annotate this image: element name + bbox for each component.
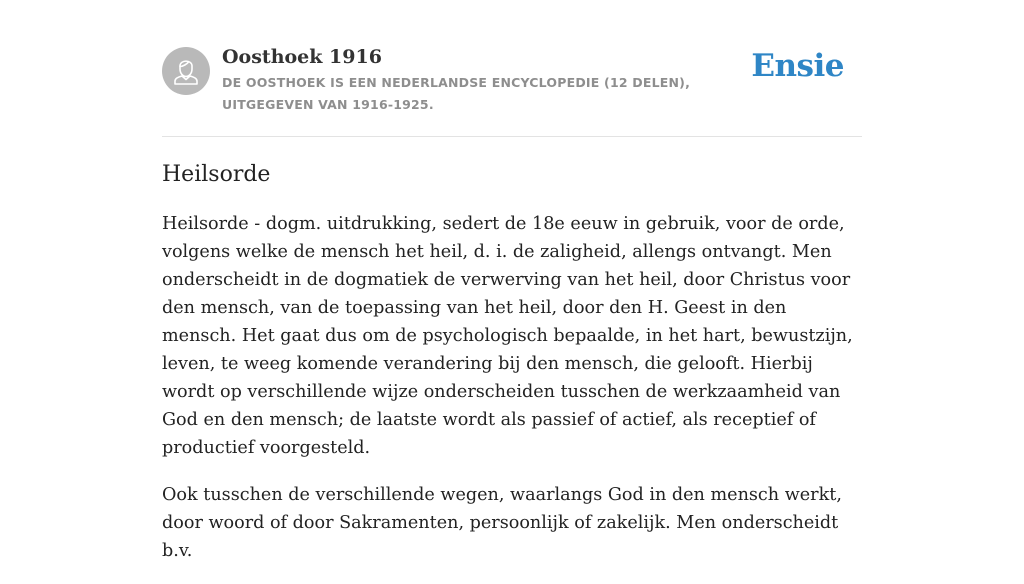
ensie-logo[interactable]: Ensie: [751, 48, 844, 84]
article: [162, 158, 862, 584]
source-title[interactable]: Oosthoek 1916: [222, 46, 382, 68]
user-icon: [162, 47, 210, 95]
article-title: Heilsorde: [162, 162, 271, 187]
article-paragraph: Ook tusschen de verschillende wegen, waarlangs God in den mensch werkt, door woord of door Sakramenten, persoonlijk of zakelijk. Men onderscheidt b.v.: [162, 485, 842, 561]
source-description: DE OOSTHOEK IS EEN NEDERLANDSE ENCYCLOPEDIE (12 DELEN), UITGEGEVEN VAN 1916-1925.: [222, 75, 691, 112]
source-header: [162, 44, 862, 137]
source-avatar[interactable]: [162, 47, 210, 95]
article-paragraph: Heilsorde - dogm. uitdrukking, sedert de 18e eeuw in gebruik, voor de orde, volgens welke de mensch het heil, d. i. de zaligheid, allengs ontvangt. Men onderscheidt in de dogmatiek de verwerving van het heil, door Christus voor den mensch, van de toepassing van het heil, door den H. Geest in den mensch. Het gaat dus om de psychologisch bepaalde, in het hart, bewustzijn, leven, te weeg komende verandering bij den mensch, die gelooft. Hierbij wordt op verschillende wijze onderscheiden tusschen de werkzaamheid van God en den mensch; de laatste wordt als passief of actief, als receptief of productief voorgesteld.: [162, 214, 853, 458]
